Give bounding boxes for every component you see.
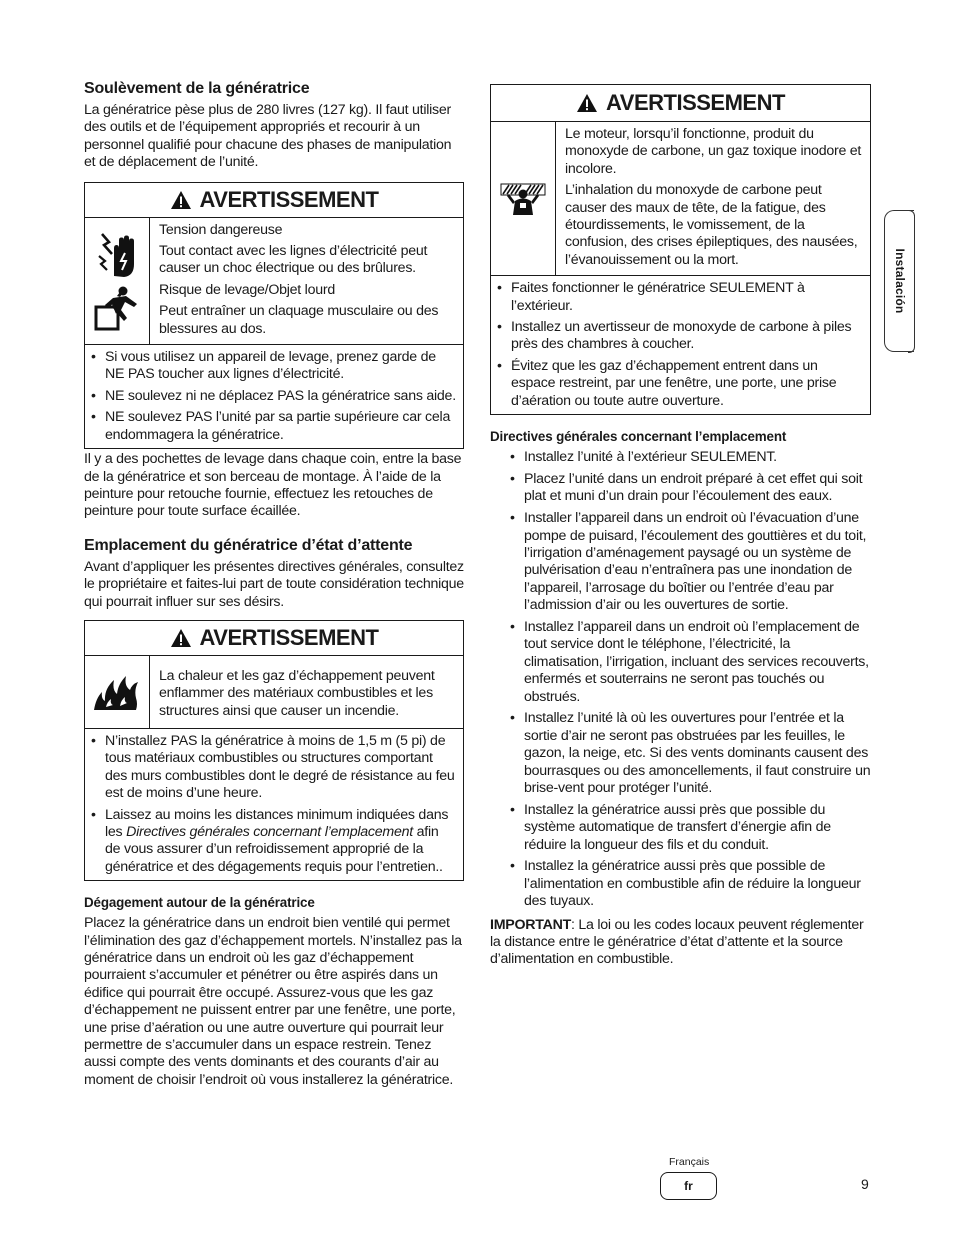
warning-box-lifting (84, 182, 464, 449)
list-item: • Installez l’appareil dans un endroit où l’emplacement de tout service dont le téléphone, l’électricité, la climatisation, l’irrigation, incluant des services recouverts, enfermés et souterrains ne seront pas touchés ou obstrués. (524, 619, 871, 706)
page-number: 9 (861, 1176, 869, 1192)
list-item: • Installez la génératrice aussi près que possible du système automatique de transfert d’énergie afin de réduire la longueur des fils et du conduit. (524, 802, 871, 854)
warning-body (85, 218, 463, 345)
warning-body (491, 122, 870, 276)
important-note (490, 917, 871, 969)
side-tab-label: Instalación (892, 248, 907, 314)
section-side-tab (884, 210, 914, 352)
list-item: • Installez l’unité là où les ouvertures pour l’entrée et la sortie d’air ne seront pas obstruées par les feuilles, le gazon, la neige, etc. Si des vents dominants causent des bourrasques ou des amoncellements, il faut construire un brise-vent pour protéger l’unité. (524, 710, 871, 797)
list-item: • Installez un avertisseur de monoxyde de carbone à piles près des chambres à coucher. (511, 319, 864, 354)
list-item: • N’installez PAS la génératrice à moins de 1,5 m (5 pi) de tous matériaux combustibles ou structures comportant des murs combustibles dont le degré de résistance au feu est de moins d’une heure. (105, 733, 457, 803)
bullet-text: afin de vous assurer d’un refroidissement approprié de la génératrice et des dégagements requis pour l’entretien.. (105, 823, 443, 875)
left-column (84, 80, 464, 1089)
right-column (490, 84, 871, 969)
warning-text-co (556, 122, 870, 275)
warning-icons (85, 656, 150, 728)
warning-bullets-co (491, 276, 870, 414)
warning-triangle-icon (170, 628, 192, 648)
warning-header (85, 621, 463, 656)
footer-language: Français (669, 1156, 710, 1168)
bullet-text: Laissez au moins les distances minimum indiquées dans les (105, 806, 449, 840)
warning-triangle-icon (576, 93, 598, 113)
warning-body (85, 656, 463, 729)
warning-line: Risque de levage/Objet lourd (159, 281, 335, 298)
important-text: : La loi ou les codes locaux peuvent réglementer la distance entre le génératrice d’état d’attente et la source d’alimentation en combustible. (490, 916, 864, 968)
warning-line: Peut entraîner un claquage musculaire ou des blessures au dos. (159, 303, 439, 337)
guidelines-list (490, 449, 871, 911)
clearance-text: Placez la génératrice dans un endroit bien ventilé qui permet l’élimination des gaz d’échappement mortels. N’installez pas la génératrice dans un endroit où les gaz d’échappement pourraient s’accumuler et pénétrer ou être aspirés dans un édifice qui pourrait être occupé. Assurez-vous que les gaz d’échappement ne puissent entrer par une fenêtre, une porte, une prise d’aération ou une autre ouverture qui pourrait leur permettre de s’accumuler dans un espace restrein. Tenez aussi compte des vents dominants et des courants d’air au moment de choisir l’endroit où vous installerez la génératrice. (84, 915, 462, 1088)
warning-icons (85, 218, 150, 344)
warning-line: La chaleur et les gaz d’échappement peuvent enflammer des matériaux combustibles et les structures ainsi que causer un incendie. (159, 667, 435, 719)
list-item (105, 807, 457, 877)
warning-bullets-fire (85, 729, 463, 880)
warning-box-co (490, 84, 871, 415)
placement-intro: Avant d’appliquer les présentes directives générales, consultez le propriétaire et faites-lui part de toute considération technique qui pourrait influer sur ses désirs. (84, 558, 464, 610)
list-item: • Placez l’unité dans un endroit préparé à cet effet qui soit plat et muni d’un drain pour l’écoulement des eaux. (524, 471, 871, 506)
list-item: • Si vous utilisez un appareil de levage, prenez garde de NE PAS toucher aux lignes d’électricité. (105, 349, 457, 384)
bullet-emphasis: Directives générales concernant l’emplacement (126, 823, 413, 840)
warning-icons (491, 122, 556, 275)
heavy-lifting-icon (93, 286, 141, 332)
list-item: • NE soulevez ni ne déplacez PAS la génératrice sans aide. (105, 388, 457, 405)
warning-title: AVERTISSEMENT (606, 90, 785, 115)
section-heading-lifting: Soulèvement de la génératrice (84, 80, 310, 97)
warning-triangle-icon (170, 190, 192, 210)
electric-shock-hand-icon (96, 230, 138, 280)
list-item: • Évitez que les gaz d’échappement entrent dans un espace restreint, par une fenêtre, une porte, une prise d’aération ou toute autre ouverture. (511, 358, 864, 410)
important-label: IMPORTANT (490, 916, 572, 933)
warning-title: AVERTISSEMENT (199, 624, 379, 650)
lifting-intro: La génératrice pèse plus de 280 livres (127 kg). Il faut utiliser des outils et de l’équipement appropriés et recourir à un personnel qualifié pour chacune des phases de manipulation et de déplacement de l’unité. (84, 102, 452, 171)
warning-header (491, 85, 870, 122)
warning-bullets-lifting (85, 345, 463, 448)
footer-language-code: fr (660, 1172, 717, 1200)
section-heading-clearance: Dégagement autour de la génératrice (84, 895, 315, 911)
warning-box-fire (84, 620, 464, 881)
list-item: • Faites fonctionner le génératrice SEULEMENT à l’extérieur. (511, 280, 864, 315)
list-item: • NE soulevez PAS l’unité par sa partie supérieure car cela endommagera la génératrice. (105, 409, 457, 444)
warning-text-fire (150, 656, 463, 728)
list-item: • Installez l’unité à l’extérieur SEULEMENT. (524, 449, 871, 466)
warning-header (85, 183, 463, 218)
section-heading-placement: Emplacement du génératrice d’état d’attente (84, 536, 413, 554)
warning-line: Tension dangereuse (159, 221, 283, 238)
lifting-after: Il y a des pochettes de levage dans chaque coin, entre la base de la génératrice et son berceau de montage. À l’aide de la peinture pour retouche fournie, effectuez les retouches de peinture pour toute surface écaillée. (84, 451, 462, 520)
warning-line: Le moteur, lorsqu’il fonctionne, produit du monoxyde de carbone, un gaz toxique inodore et incolore. (565, 126, 862, 177)
list-item: • Installer l’appareil dans un endroit où l’évacuation d’une pompe de puisard, l’écoulement des gouttières et du toit, l’irrigation d’aménagement paysagé ou un système de pulvérisation d’eau n’entraînera pas une inondation de l’appareil, l’arrosage du boîtier ou l’entrée d’eau par l’admission d’air ou les ouvertures de sortie. (524, 510, 871, 614)
section-heading-guidelines: Directives générales concernant l’emplacement (490, 429, 787, 445)
toxic-fumes-icon (499, 182, 547, 216)
warning-line: Tout contact avec les lignes d’électricité peut causer un choc électrique ou des brûlures. (159, 243, 428, 277)
warning-title: AVERTISSEMENT (199, 186, 379, 212)
list-item: • Installez la génératrice aussi près que possible de l’alimentation en combustible afin de réduire la longueur des tuyaux. (524, 858, 871, 910)
fire-icon (92, 672, 142, 712)
warning-line: L’inhalation du monoxyde de carbone peut causer des maux de tête, de la fatigue, des étourdissements, le vomissement, de la confusion, des crises épileptiques, des nausées, l’évanouissement ou la mort. (565, 182, 858, 268)
warning-text-lifting (150, 218, 463, 344)
